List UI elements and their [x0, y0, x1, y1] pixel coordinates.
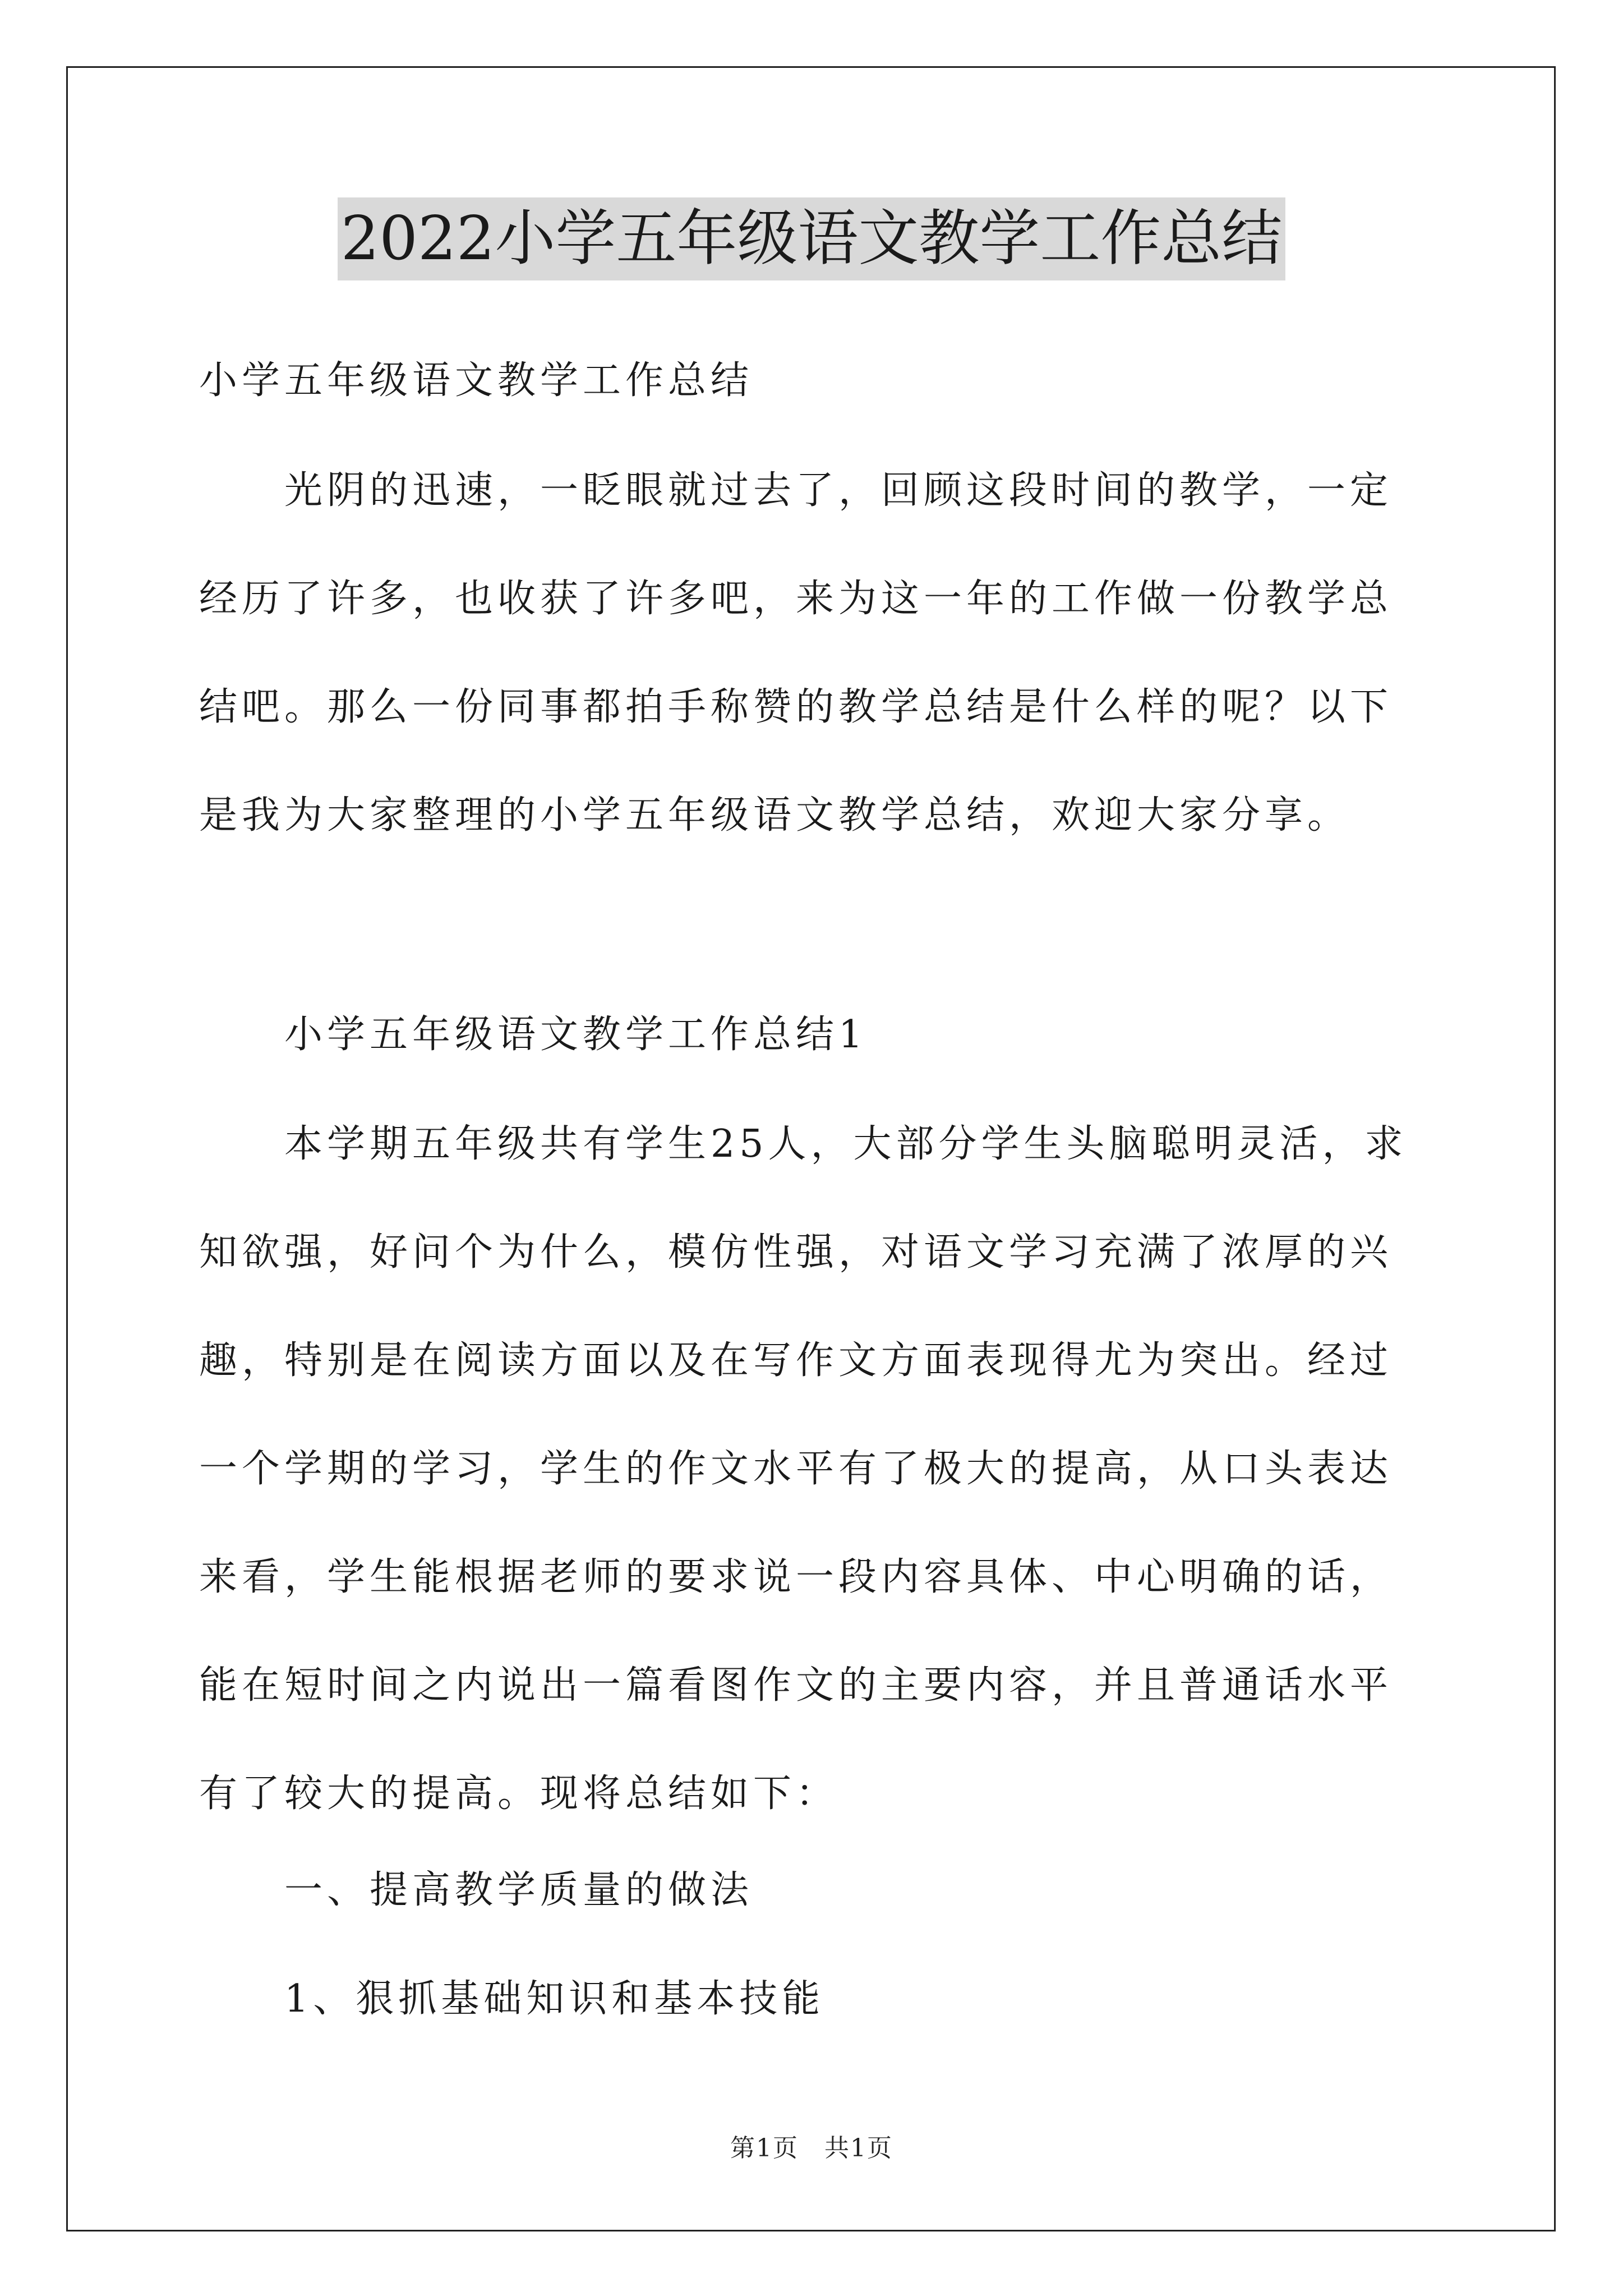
- document-subtitle: 小学五年级语文教学工作总结: [199, 358, 754, 403]
- intro-paragraph: 光阴的迅速，一眨眼就过去了，回顾这段时间的教学，一定经历了许多，也收获了许多吧，来为这一年的工作做一份教学总结吧。那么一份同事都拍手称赞的教学总结是什么样的呢？以下是我为大家整理的小学五年级语文教学总结，欢迎大家分享。: [199, 468, 1393, 838]
- title-container: [0, 197, 1623, 280]
- heading-improve-quality: 一、提高教学质量的做法: [284, 1868, 754, 1912]
- heading-basic-skills: 1、狠抓基础知识和基本技能: [284, 1977, 825, 2021]
- page-footer: 第1页 共1页: [730, 2134, 893, 2162]
- section-title: 小学五年级语文教学工作总结1: [284, 1013, 868, 1057]
- document-title: 2022小学五年级语文教学工作总结: [338, 197, 1286, 280]
- body-paragraph: 本学期五年级共有学生25人，大部分学生头脑聪明灵活，求知欲强，好问个为什么，模仿性强，对语文学习充满了浓厚的兴趣，特别是在阅读方面以及在写作文方面表现得尤为突出。经过一个学期的学习，学生的作文水平有了极大的提高，从口头表达来看，学生能根据老师的要求说一段内容具体、中心明确的话，能在短时间之内说出一篇看图作文的主要内容，并且普通话水平有了较大的提高。现将总结如下：: [199, 1122, 1408, 1816]
